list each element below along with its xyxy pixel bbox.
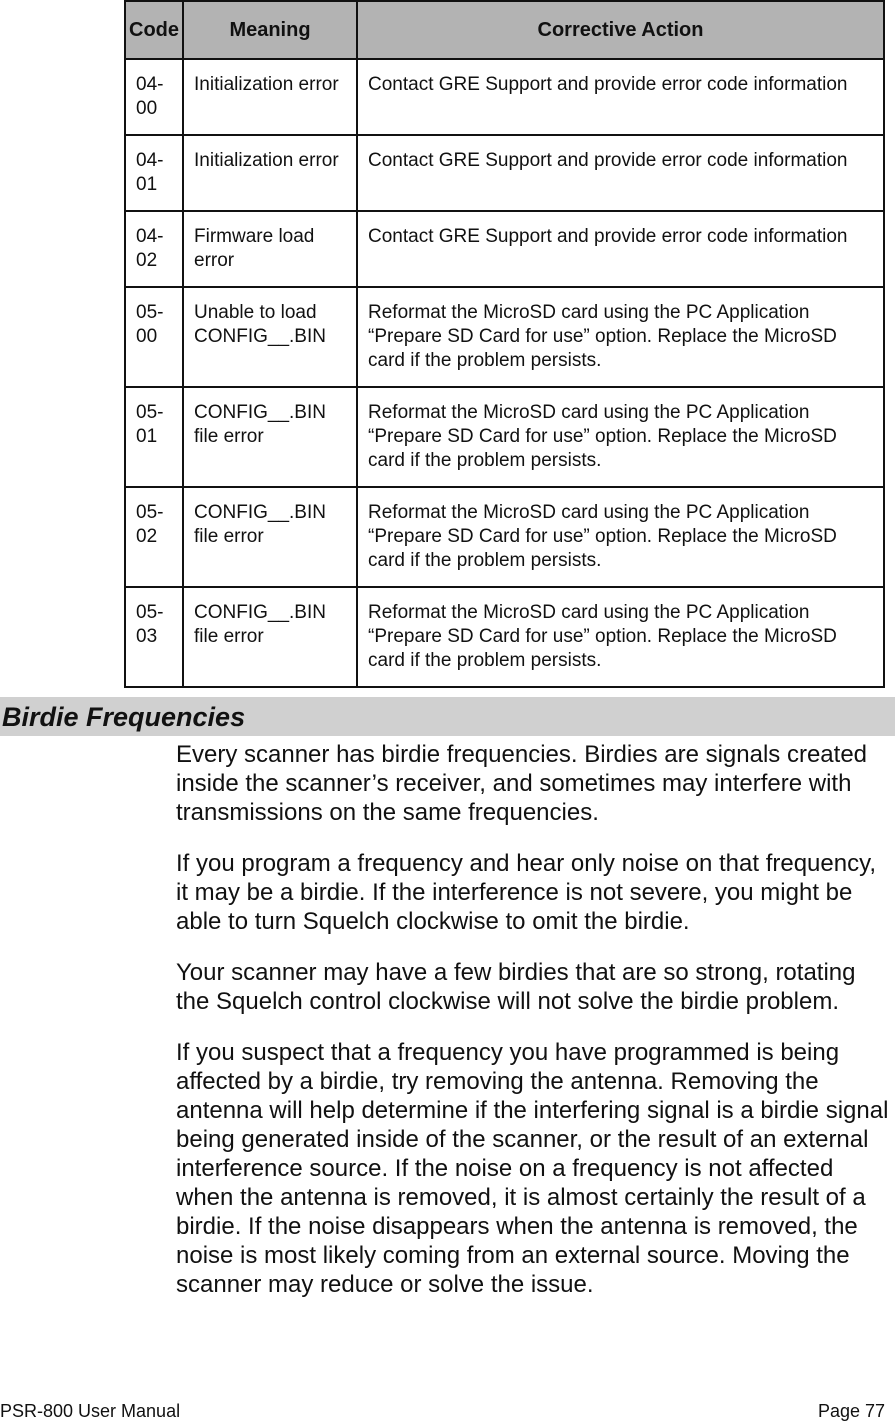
code-cell: 05-01 bbox=[125, 387, 183, 487]
meaning-cell: CONFIG__.BIN file error bbox=[183, 487, 357, 587]
code-cell: 05-03 bbox=[125, 587, 183, 687]
paragraph: If you suspect that a frequency you have programmed is being affected by a birdie, try removing the antenna. Removing the antenna will help determine if the interfering signal is a birdie signal being generated inside of the scanner, or the result of an external interference source. If the noise on a frequency is not affected when the antenna is removed, it is almost certainly the result of a birdie. If the noise disappears when the antenna is removed, the noise is most likely coming from an external source. Moving the scanner may reduce or solve the issue. bbox=[176, 1039, 889, 1298]
table-row bbox=[125, 287, 884, 387]
footer-page-number: Page 77 bbox=[817, 1401, 885, 1421]
meaning-cell: Unable to load CONFIG__.BIN bbox=[183, 287, 357, 387]
paragraph: Your scanner may have a few birdies that are so strong, rotating the Squelch control clockwise will not solve the birdie problem. bbox=[176, 959, 856, 1015]
section-title: Birdie Frequencies bbox=[2, 702, 246, 732]
table-header-row bbox=[125, 1, 884, 59]
header-corrective-action: Corrective Action bbox=[357, 1, 884, 59]
error-code-table bbox=[124, 0, 885, 688]
meaning-cell: CONFIG__.BIN file error bbox=[183, 587, 357, 687]
footer-manual-title: PSR-800 User Manual bbox=[0, 1401, 181, 1421]
table-row bbox=[125, 135, 884, 211]
meaning-cell: Initialization error bbox=[183, 59, 357, 135]
action-cell: Reformat the MicroSD card using the PC Application “Prepare SD Card for use” option. Replace the MicroSD card if the problem persists. bbox=[357, 387, 884, 487]
code-cell: 04-01 bbox=[125, 135, 183, 211]
table-row bbox=[125, 387, 884, 487]
action-cell: Contact GRE Support and provide error code information bbox=[357, 211, 884, 287]
table-row bbox=[125, 59, 884, 135]
table-row bbox=[125, 487, 884, 587]
action-cell: Reformat the MicroSD card using the PC Application “Prepare SD Card for use” option. Replace the MicroSD card if the problem persists. bbox=[357, 587, 884, 687]
paragraph: If you program a frequency and hear only noise on that frequency, it may be a birdie. If the interference is not severe, you might be able to turn Squelch clockwise to omit the birdie. bbox=[176, 850, 876, 935]
meaning-cell: Firmware load error bbox=[183, 211, 357, 287]
action-cell: Contact GRE Support and provide error code information bbox=[357, 135, 884, 211]
table-row bbox=[125, 587, 884, 687]
code-cell: 04-00 bbox=[125, 59, 183, 135]
meaning-cell: CONFIG__.BIN file error bbox=[183, 387, 357, 487]
header-code: Code bbox=[125, 1, 183, 59]
section-body bbox=[176, 740, 892, 1321]
action-cell: Reformat the MicroSD card using the PC Application “Prepare SD Card for use” option. Replace the MicroSD card if the problem persists. bbox=[357, 487, 884, 587]
meaning-cell: Initialization error bbox=[183, 135, 357, 211]
paragraph: Every scanner has birdie frequencies. Birdies are signals created inside the scanner’s receiver, and sometimes may interfere with transmissions on the same frequencies. bbox=[176, 741, 868, 826]
code-cell: 04-02 bbox=[125, 211, 183, 287]
header-meaning: Meaning bbox=[183, 1, 357, 59]
action-cell: Reformat the MicroSD card using the PC Application “Prepare SD Card for use” option. Replace the MicroSD card if the problem persists. bbox=[357, 287, 884, 387]
code-cell: 05-00 bbox=[125, 287, 183, 387]
action-cell: Contact GRE Support and provide error code information bbox=[357, 59, 884, 135]
table-row bbox=[125, 211, 884, 287]
code-cell: 05-02 bbox=[125, 487, 183, 587]
